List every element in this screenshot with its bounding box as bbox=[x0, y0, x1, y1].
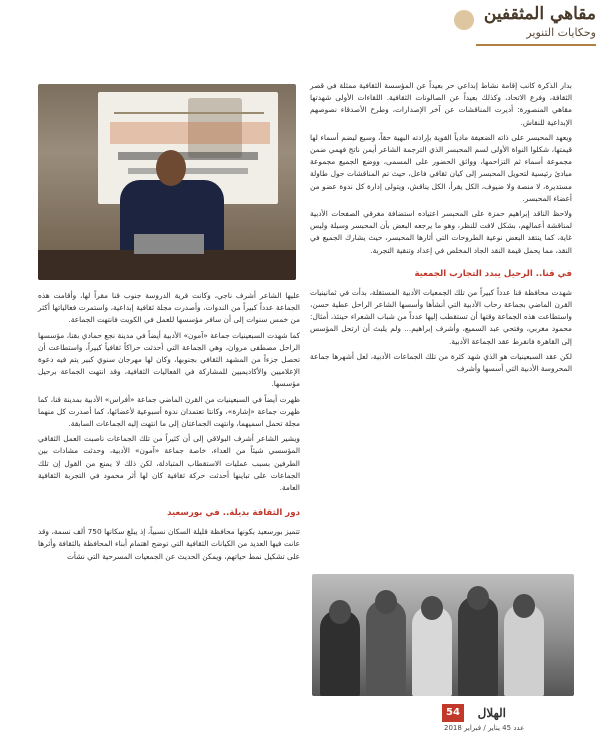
paragraph: كما شهدت السبعينيات جماعة «آمون» الأدبية أيضاً في مدينة نجع حمادي بقنا، مؤسسها الراحل مصطفى مروان، وهي الجماعة التي أحدثت حراكاً ثقافياً كبيراً، واستطاعت أن تحصل جزءاً من المشهد الثقافي بجنوبها، وكان لها مهرجان سنوي كبير يتم فيه دعوة الإعلاميين والأكاديميين للمشاركة في الفعاليات الثقافية، وقد انتهت الجماعة برحيل مؤسسها. bbox=[38, 330, 300, 389]
person-head bbox=[513, 594, 535, 618]
issue-info: عدد 45 يناير / فبراير 2018 bbox=[444, 724, 525, 732]
laptop bbox=[134, 234, 204, 254]
section-heading-portsaid: دور الثقافة بديلة.. في بورسعيد bbox=[167, 508, 300, 519]
table bbox=[38, 250, 296, 280]
logo-subtitle: وحكايات التنوير bbox=[526, 26, 596, 39]
paragraph: شهدت محافظة قنا عدداً كبيراً من تلك الجمعيات الأدبية المستقلة، بدأت في ثمانينيات القرن الماضي بجماعة رحاب الأدبية التي أنشأها وأسسها الشاعر الراحل عطية حسن، واستطاعت هذه الجماعة وقتها أن تستقطب إليها عدداً من شباب الشعراء حينئذ، أمثال: محمود مغربي، وفتحي عبد السميع، وأشرف إبراهيم... ولم يلبث أن ارتحل المؤسس إلى القاهرة فانفرط عقد الجماعة الأدبية. bbox=[310, 287, 572, 346]
logo-divider bbox=[476, 44, 596, 46]
paragraph: ظهرت أيضاً في السبعينيات من القرن الماضي جماعة «أفراس» الأدبية بمدينة قنا، كما ظهرت جماعة «إشارة»، وكانتا تعتمدان ندوة أسبوعية لأعضائها، كما أصدرت كل منهما مجلة تحمل اسميهما، وانتهت الجماعتان إلى ما انتهت إليه الجماعات السابقة. bbox=[38, 394, 300, 429]
paragraph: ولاحظ الناقد إبراهيم حمزة على المحبسر اعتياده استضافة مغرقي الصفحات الأدبية لمناقشة أعمالهم، بشكل لافت للنظر، وهو ما يرجعه البعض بأن المحبسر وسيلة وليس غاية، كما ينتقد البعض نوعية الطروحات التي أثارها المحبسر، حيث يشارك الجميع في النقد، مما يحمل قيمة النقد الجاد المخلص في إعداد وتنقية التجربة. bbox=[310, 209, 572, 255]
article-left-column bbox=[38, 290, 300, 566]
section-heading-qena: في قنا.. الرحيل يبدد التجارب الجمعية bbox=[414, 268, 572, 279]
paragraph: عليها الشاعر أشرف ناجي، وكانت قرية الدروسة جنوب قنا مقراً لها، وأقامت هذه الجماعة عدداً كبيراً من الندوات، وأصدرت مجلة ثقافية إبداعية، واستمرت فعالياتها أكثر من خمس سنوات إلى أن سافر مؤسسها للعمل في الكويت فانتهت الجماعة. bbox=[38, 291, 300, 325]
person-head bbox=[467, 586, 489, 610]
person-head bbox=[421, 596, 443, 620]
speaker-head bbox=[156, 150, 186, 186]
banner-line bbox=[114, 98, 264, 114]
person-figure bbox=[458, 596, 498, 696]
logo-ornament-icon bbox=[454, 10, 474, 30]
paragraph: لكن عقد السبعينيات هو الذي شهد كثرة من تلك الجماعات الأدبية، لعل أشهرها جماعة المحروسة الأدبية التي أسسها وأشرف bbox=[310, 351, 572, 374]
section-logo bbox=[448, 4, 596, 52]
person-figure bbox=[366, 600, 406, 696]
magazine-logo: الهلال bbox=[477, 706, 506, 720]
group-photo bbox=[312, 574, 574, 696]
banner-headline bbox=[110, 122, 270, 144]
event-photo bbox=[38, 84, 296, 280]
person-head bbox=[375, 590, 397, 614]
logo-title: مقاهي المثقفين bbox=[483, 4, 596, 24]
paragraph: تتميز بورسعيد بكونها محافظة قليلة السكان نسبياً، إذ يبلغ سكانها 750 ألف نسمة، وقد عانت فيها العديد من الكيانات الثقافية التي توضح اهتمام أبناء المحافظة بالثقافة وأثرها على تشكيل نمط حياتهم، ويمكن الحديث عن الجمعيات المسرحية التي نشأت bbox=[38, 527, 300, 561]
paragraph: ويعهد المحبسر على ذاته الضعيفة مادياً القوية بإرادته البهية حقاً، وسيع ليضم أسماء لها قيمتها، شكلوا النواة الأولى لسم المحبسر الذي الترجمة الشاعر أيمن ناتج فهمي ضمن مجموعة أسماء ثم التزاحمها، وواثق الحضور على المسمى، ووضع الجميع مجموعة مبادئ رئيسية لتحويل المحبسر إلى كيان ثقافي فاعل، حيث تم المناقشات حول طاولة مستديرة، لا منصة ولا ضيوف، الكل يقرأ، الكل يناقش، ويتولى إدارة كل ندوة عضو من أعضاء المحبسر. bbox=[310, 132, 572, 203]
banner-line bbox=[118, 152, 258, 160]
banner-line bbox=[128, 168, 248, 174]
page-number: 54 bbox=[442, 704, 464, 722]
person-head bbox=[329, 600, 351, 624]
paragraph: بدار الذكرة كانب إقامة نشاط إبداعي حر بعيداً عن المؤسسة الثقافية ممثلة في قصر الثقافة، وفرع الاتحاد، وكذلك بعيداً عن الصالونات الثقافية. اللقاءات الأولى شهدتها مقاهي المنصورة: أديرت المناقشات عن آخر الإصدارات، وطرح الأصدقاء نصوصهم الإبداعية للنقاش. bbox=[310, 81, 572, 127]
paragraph: ويشير الشاعر أشرف البولاقي إلى أن كثيراً من تلك الجماعات ناصبت العمل الثقافي المؤسسي شيئاً من العداء، خاصة جماعة «آمون» الأدبية، وحدثت مشادات بين الطرفين بسبب عمليات الاستقطاب المتبادلة، لكن ذلك لا يمنع من القول إن تلك الجماعات على تباينها أحدثت حركة ثقافية كان لها أثر محمود في التجربة الثقافية العامة. bbox=[38, 434, 300, 493]
article-right-column bbox=[310, 80, 572, 378]
